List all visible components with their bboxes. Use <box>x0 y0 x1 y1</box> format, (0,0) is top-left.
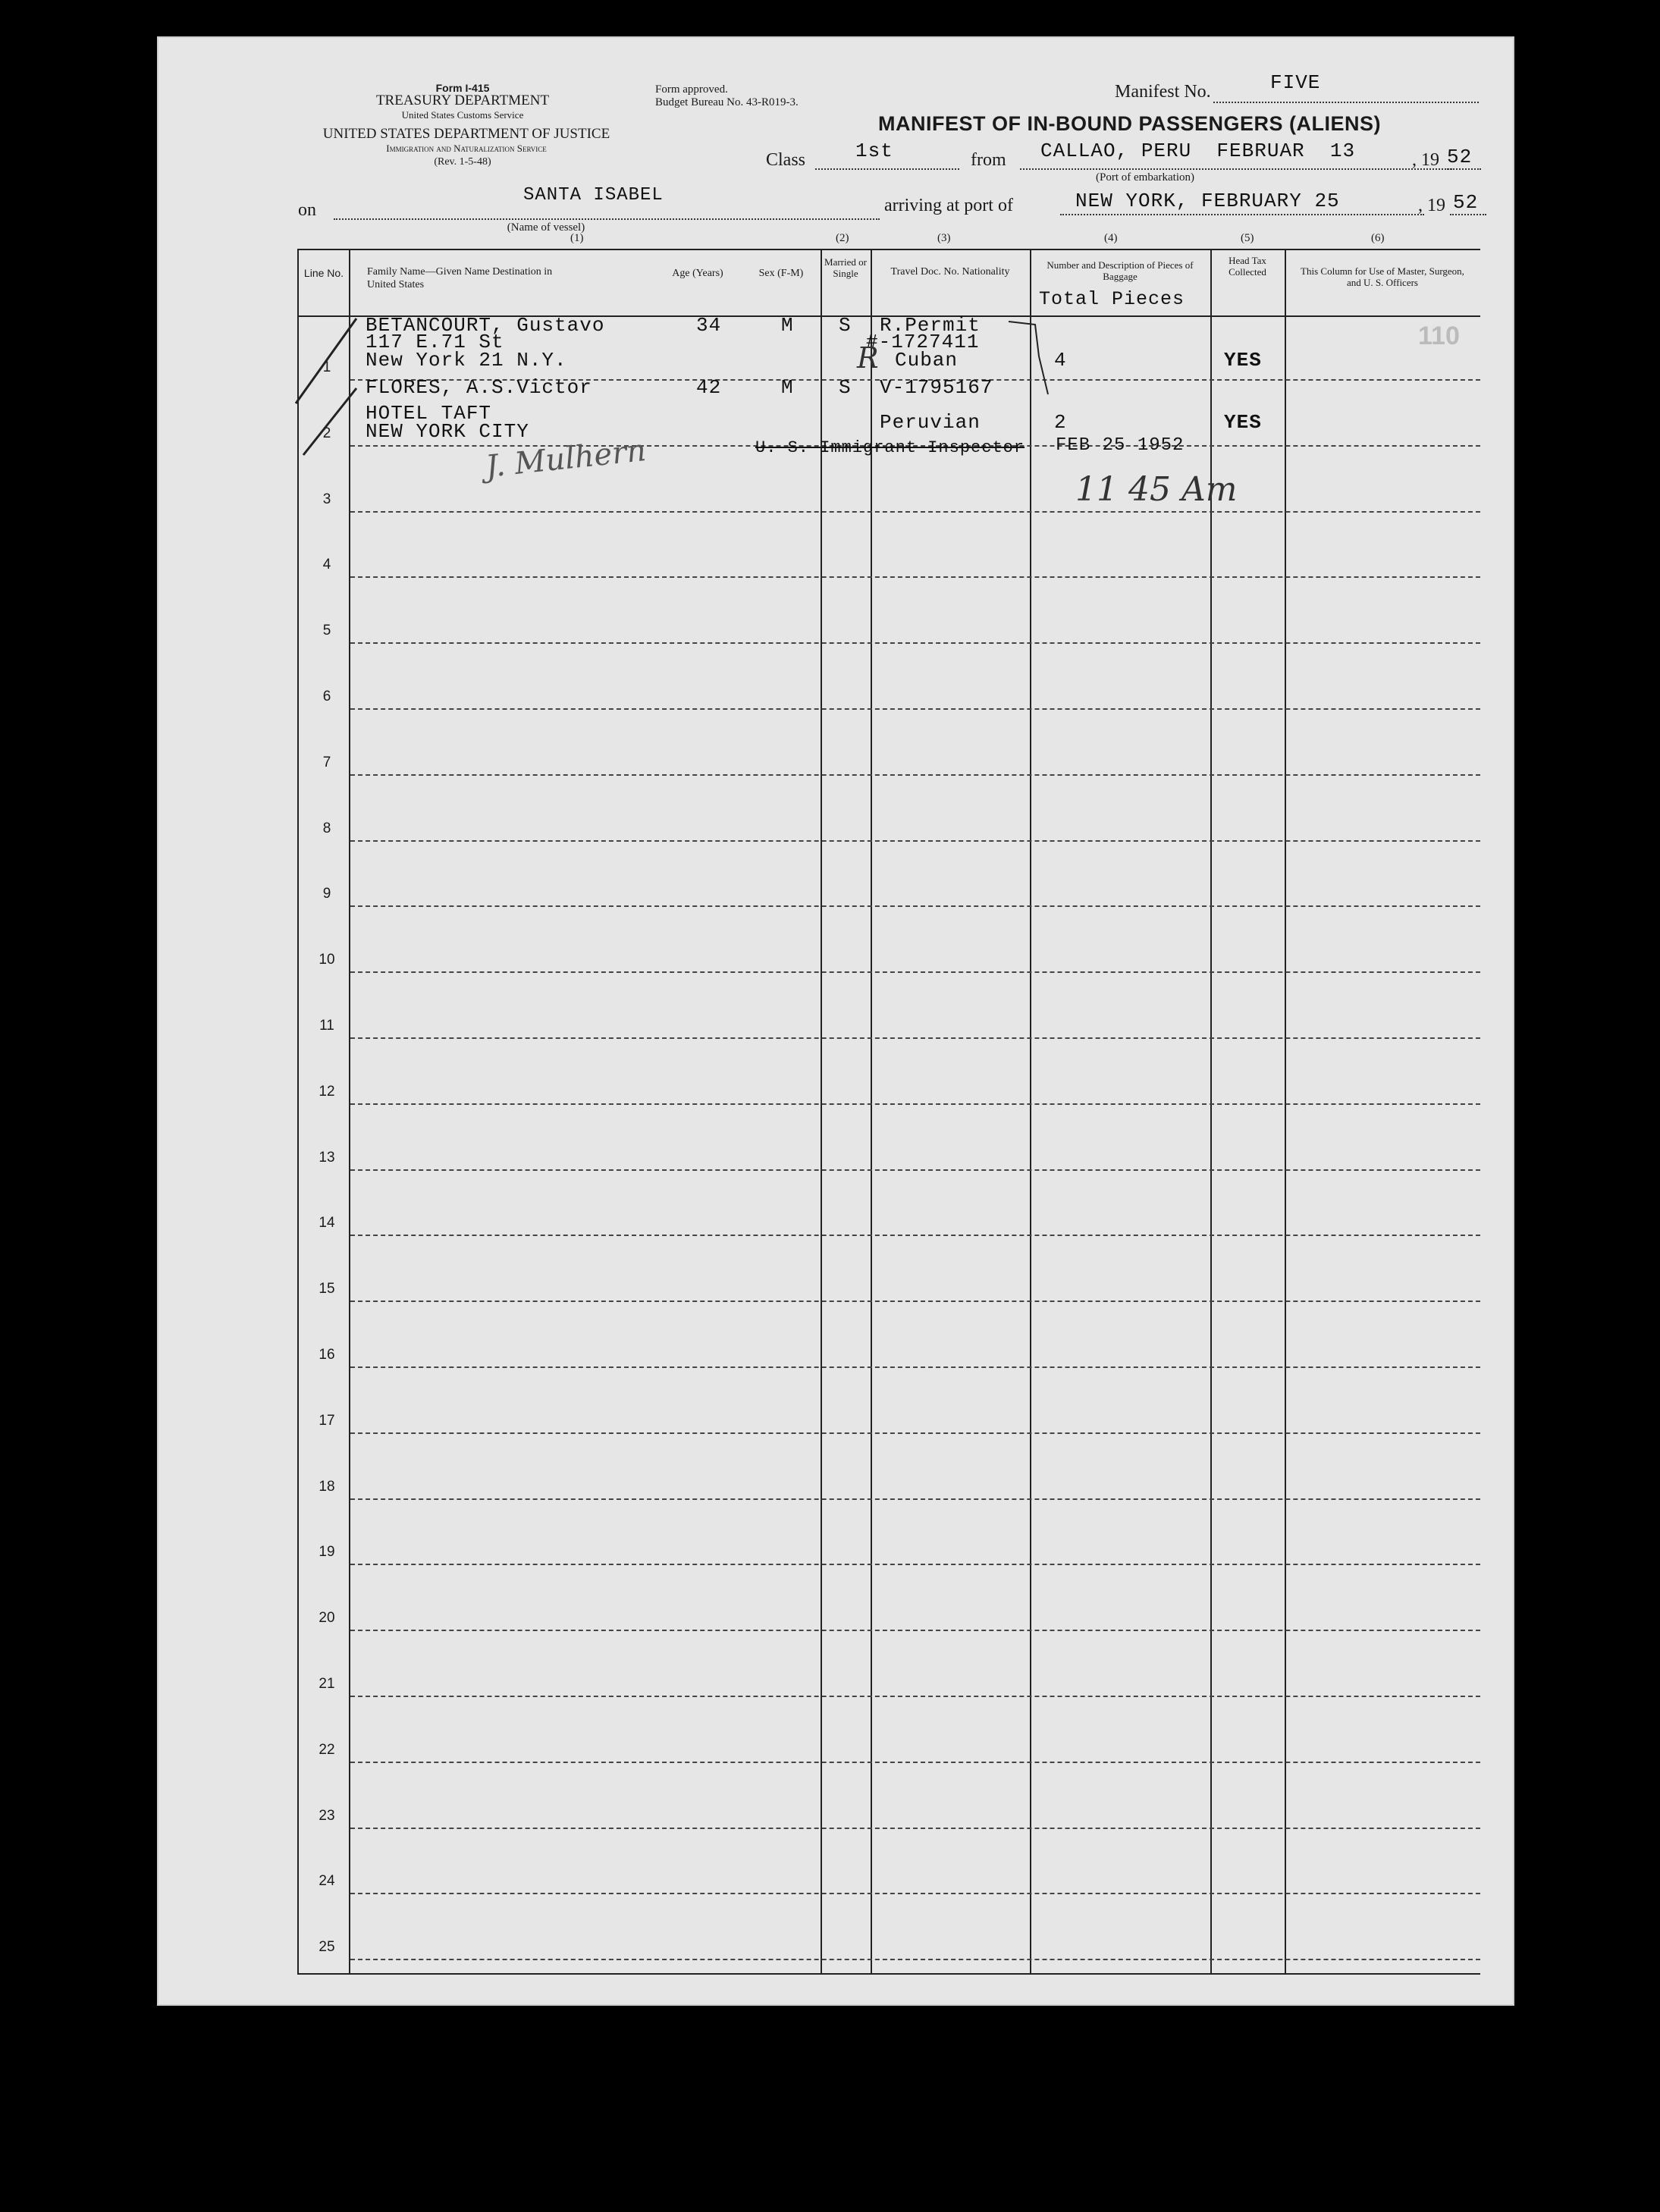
table-row-rule <box>350 971 1480 973</box>
arrival-value: NEW YORK, FEBRUARY 25 <box>1075 190 1340 212</box>
header-age: Age (Years) <box>672 268 723 279</box>
table-row-rule <box>350 774 1480 776</box>
justice-department: UNITED STATES DEPARTMENT OF JUSTICE <box>322 126 610 142</box>
line-number: 24 <box>319 1873 335 1890</box>
column-number-2: (2) <box>836 232 849 244</box>
signature: J. Mulhern <box>484 433 648 485</box>
passenger-1-handwritten-mark: R <box>857 341 879 375</box>
inspector-stamp: U. S. Immigrant Inspector <box>755 438 1025 457</box>
table-row-rule <box>350 1893 1480 1894</box>
line-number: 15 <box>319 1281 335 1297</box>
line-number: 1 <box>322 359 331 375</box>
line-number: 20 <box>319 1610 335 1627</box>
table-row-rule <box>350 1696 1480 1697</box>
passenger-2-age: 42 <box>696 376 722 399</box>
class-value: 1st <box>855 140 893 162</box>
table-row-rule <box>350 1169 1480 1171</box>
check-marks <box>288 303 1062 554</box>
year-prefix-arrival: , 19 <box>1418 196 1445 215</box>
class-label: Class <box>766 150 806 170</box>
line-number: 13 <box>319 1149 335 1166</box>
header-officers: This Column for Use of Master, Surgeon, and U. S. Officers <box>1301 265 1464 288</box>
header-line-no: Line No. <box>303 267 344 279</box>
column-number-3: (3) <box>937 232 951 244</box>
table-row-rule <box>350 1235 1480 1236</box>
inspection-date-stamp: FEB 25 1952 <box>1056 435 1185 456</box>
manifest-number-value: FIVE <box>1270 71 1321 94</box>
header-head-tax: Head Tax Collected <box>1229 255 1266 278</box>
column-number-5: (5) <box>1241 232 1254 244</box>
line-number: 2 <box>322 425 331 441</box>
treasury-department: TREASURY DEPARTMENT <box>375 93 550 108</box>
class-underline <box>815 168 959 170</box>
line-number: 4 <box>322 557 331 573</box>
line-number: 6 <box>322 689 331 704</box>
from-label: from <box>971 150 1006 170</box>
table-row-rule <box>350 1301 1480 1302</box>
passenger-2-name: FLORES, A.S.Victor <box>366 376 592 399</box>
table-row-rule <box>350 576 1480 578</box>
table-row-rule <box>350 1630 1480 1631</box>
column-divider <box>1285 249 1286 1975</box>
table-top-border <box>297 249 1480 250</box>
column-number-6: (6) <box>1371 232 1385 244</box>
form-number: Form I-415 <box>435 82 490 94</box>
line-number: 22 <box>319 1741 335 1758</box>
manifest-title: MANIFEST OF IN-BOUND PASSENGERS (ALIENS) <box>878 112 1382 135</box>
budget-bureau: Budget Bureau No. 43-R019-3. <box>655 96 799 108</box>
passenger-1-name: BETANCOURT, Gustavo <box>366 314 605 337</box>
manifest-number-underline <box>1213 102 1479 103</box>
header-name: Family Name—Given Name Destination in United States <box>367 266 553 290</box>
page-number-stamp: 110 <box>1418 322 1460 350</box>
passenger-1-doc-type: R.Permit <box>880 314 981 337</box>
year-prefix-embarkation: , 19 <box>1412 150 1439 170</box>
line-number: 8 <box>322 820 331 836</box>
line-number: 9 <box>322 886 331 902</box>
manifest-number-label: Manifest No. <box>1115 82 1211 102</box>
passenger-2-head-tax: YES <box>1224 411 1262 434</box>
ins-service: Immigration and Naturalization Service <box>386 143 547 154</box>
line-number: 19 <box>319 1544 335 1561</box>
embarkation-underline <box>1020 168 1452 170</box>
line-number: 14 <box>319 1215 335 1232</box>
table-row-rule <box>350 1366 1480 1368</box>
table-row-rule <box>350 1432 1480 1434</box>
passenger-1-address-city: New York 21 N.Y. <box>366 349 567 372</box>
table-row-rule <box>350 1959 1480 1960</box>
header-travel-doc: Travel Doc. No. Nationality <box>890 266 1010 278</box>
vessel-caption: (Name of vessel) <box>507 221 585 234</box>
passenger-2-nationality: Peruvian <box>880 411 981 434</box>
year-underline-2 <box>1450 214 1486 215</box>
passenger-1-age: 34 <box>696 314 722 337</box>
on-label: on <box>298 200 316 220</box>
column-number-1: (1) <box>570 232 584 244</box>
header-sex: Sex (F-M) <box>758 268 804 279</box>
line-number: 12 <box>319 1083 335 1100</box>
revision-date: (Rev. 1-5-48) <box>434 156 491 168</box>
table-row-rule <box>350 1037 1480 1039</box>
passenger-1-nationality: Cuban <box>895 349 959 372</box>
table-row-rule <box>350 1498 1480 1500</box>
header-married: Married or Single <box>824 256 867 279</box>
line-number: 17 <box>319 1412 335 1429</box>
baggage-total-pieces: Total Pieces <box>1039 288 1185 310</box>
column-number-4: (4) <box>1104 232 1118 244</box>
passenger-2-marital: S <box>839 376 852 399</box>
year-underline-1 <box>1445 168 1481 170</box>
line-number: 11 <box>319 1018 334 1034</box>
table-row-rule <box>350 1828 1480 1829</box>
line-number: 10 <box>319 952 335 968</box>
passenger-2-sex: M <box>781 376 794 399</box>
table-bottom-border <box>297 1973 1480 1975</box>
passenger-2-address-street: HOTEL TAFT <box>366 402 492 425</box>
line-number: 7 <box>322 754 331 770</box>
table-row-rule <box>350 708 1480 710</box>
vessel-name: SANTA ISABEL <box>523 185 664 206</box>
line-number: 3 <box>322 491 331 507</box>
table-row-rule <box>350 840 1480 842</box>
customs-service: United States Customs Service <box>401 109 524 121</box>
passenger-1-address-street: 117 E.71 St <box>366 331 504 353</box>
passenger-2-baggage-count: 2 <box>1054 411 1067 434</box>
table-row-rule <box>350 1103 1480 1105</box>
line-number: 21 <box>319 1676 335 1692</box>
embarkation-value: CALLAO, PERU FEBRUAR 13 <box>1040 140 1356 162</box>
passenger-1-doc-number: #-1727411 <box>866 331 980 353</box>
passenger-1-sex: M <box>781 314 794 337</box>
line-number: 16 <box>319 1347 335 1363</box>
passenger-2-doc-number: V-1795167 <box>880 376 993 399</box>
port-embarkation-caption: (Port of embarkation) <box>1096 171 1194 184</box>
line-number: 23 <box>319 1807 335 1824</box>
passenger-1-head-tax: YES <box>1224 349 1262 372</box>
table-row-rule <box>350 1564 1480 1565</box>
year-arrival: 52 <box>1453 191 1479 214</box>
line-number: 18 <box>319 1478 335 1495</box>
table-row-rule <box>350 905 1480 907</box>
passenger-1-baggage-count: 4 <box>1054 349 1067 372</box>
header-baggage: Number and Description of Pieces of Baggage <box>1047 259 1194 282</box>
passenger-1-marital: S <box>839 314 852 337</box>
form-approved: Form approved. <box>655 83 728 96</box>
vessel-underline <box>334 218 880 220</box>
arrival-underline <box>1060 214 1424 215</box>
table-row-rule <box>350 1762 1480 1763</box>
arriving-label: arriving at port of <box>884 196 1013 215</box>
line-number: 25 <box>319 1939 335 1956</box>
year-embarkation: 52 <box>1447 146 1473 168</box>
passenger-2-address-city: NEW YORK CITY <box>366 420 529 443</box>
line-number: 5 <box>322 623 331 639</box>
arrival-time-note: 11 45 Am <box>1075 470 1238 509</box>
table-row-rule <box>350 642 1480 644</box>
